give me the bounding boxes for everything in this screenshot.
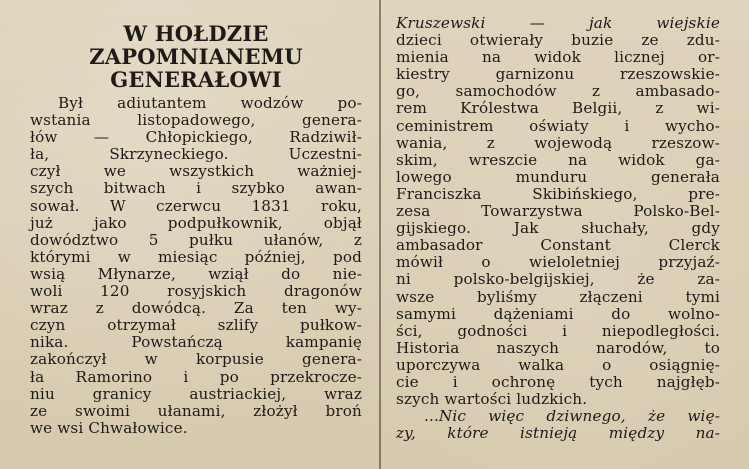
right-column — [396, 15, 720, 442]
right-line-17: wsze byliśmy złączeni tymi — [396, 287, 720, 306]
left-line-18: niu granicy austriackiej, wraz — [30, 384, 362, 403]
left-line-9: dowództwo 5 pułku ułanów, z — [30, 230, 362, 249]
left-line-11: wsią Młynarze, wziął do nie- — [30, 264, 362, 283]
column-divider — [379, 0, 381, 469]
left-line-2: wstania listopadowego, genera- — [30, 111, 362, 130]
left-line-8: już jako podpułkownik, objął — [30, 213, 362, 232]
left-line-3: łów — Chłopickiego, Radziwił- — [30, 128, 362, 147]
right-article-text — [396, 15, 720, 442]
left-line-5: czył we wszystkich ważniej- — [30, 162, 362, 181]
right-line-1: Kruszewski — jak wiejskie — [396, 14, 720, 32]
left-line-12: woli 120 rosyjskich dragonów — [30, 282, 362, 301]
right-line-23: szych wartości ludzkich. — [396, 390, 588, 409]
right-line-24: ...Nic więc dziwnego, że wię- — [424, 407, 720, 426]
left-line-10: którymi w miesiąc później, pod — [30, 247, 362, 266]
right-line-13: gijskiego. Jak słuchały, gdy — [396, 219, 720, 238]
left-line-7: sował. W czerwcu 1831 roku, — [30, 196, 362, 215]
right-line-25: zy, które istnieją między na- — [396, 424, 720, 443]
left-article-text — [30, 95, 362, 437]
headline-line-2: ZAPOMNIANEMU — [89, 44, 303, 69]
right-line-22: cie i ochronę tych najgłęb- — [396, 372, 720, 391]
right-line-4: kiestry garnizonu rzeszowskie- — [396, 65, 720, 84]
right-line-11: Franciszka Skibińskiego, pre- — [396, 184, 720, 203]
right-line-18: samymi dążeniami do wolno- — [396, 304, 720, 323]
headline-line-1: W HOŁDZIE — [123, 21, 269, 46]
right-line-14: ambasador Constant Clerck — [396, 236, 720, 255]
left-line-17: ła Ramorino i po przekrocze- — [30, 367, 362, 386]
left-line-13: wraz z dowódcą. Za ten wy- — [30, 299, 362, 318]
left-line-15: nika. Powstańczą kampanię — [30, 333, 362, 352]
left-line-20: we wsi Chwałowice. — [30, 418, 188, 437]
left-line-4: ła, Skrzyneckiego. Uczestni- — [30, 145, 362, 164]
right-line-12: zesa Towarzystwa Polsko-Bel- — [396, 202, 720, 221]
right-line-16: ni polsko-belgijskiej, że za- — [396, 270, 720, 289]
right-line-3: mienia na widok licznej or- — [396, 48, 720, 67]
right-line-10: lowego munduru generała — [396, 167, 720, 186]
right-line-20: Historia naszych narodów, to — [396, 338, 720, 357]
right-line-2: dzieci otwierały buzie ze zdu- — [396, 31, 720, 50]
left-line-16: zakończył w korpusie genera- — [30, 350, 362, 369]
left-line-14: czyn otrzymał szlify pułkow- — [30, 316, 362, 335]
right-line-9: skim, wreszcie na widok ga- — [396, 150, 720, 169]
right-line-15: mówił o wieloletniej przyjaź- — [396, 253, 720, 272]
right-line-7: ceministrem oświaty i wycho- — [396, 116, 720, 135]
left-line-1: Był adiutantem wodzów po- — [58, 94, 362, 112]
article-headline — [30, 22, 362, 91]
right-line-8: wania, z wojewodą rzeszow- — [396, 133, 720, 152]
left-line-19: ze swoimi ułanami, złożył broń — [30, 401, 362, 420]
left-line-6: szych bitwach i szybko awan- — [30, 179, 362, 198]
right-line-21: uporczywa walka o osiągnię- — [396, 355, 720, 374]
headline-line-3: GENERAŁOWI — [110, 67, 282, 92]
right-line-6: rem Królestwa Belgii, z wi- — [396, 99, 720, 118]
left-column — [30, 22, 362, 437]
right-line-19: ści, godności i niepodległości. — [396, 321, 720, 340]
right-line-5: go, samochodów z ambasado- — [396, 82, 720, 101]
